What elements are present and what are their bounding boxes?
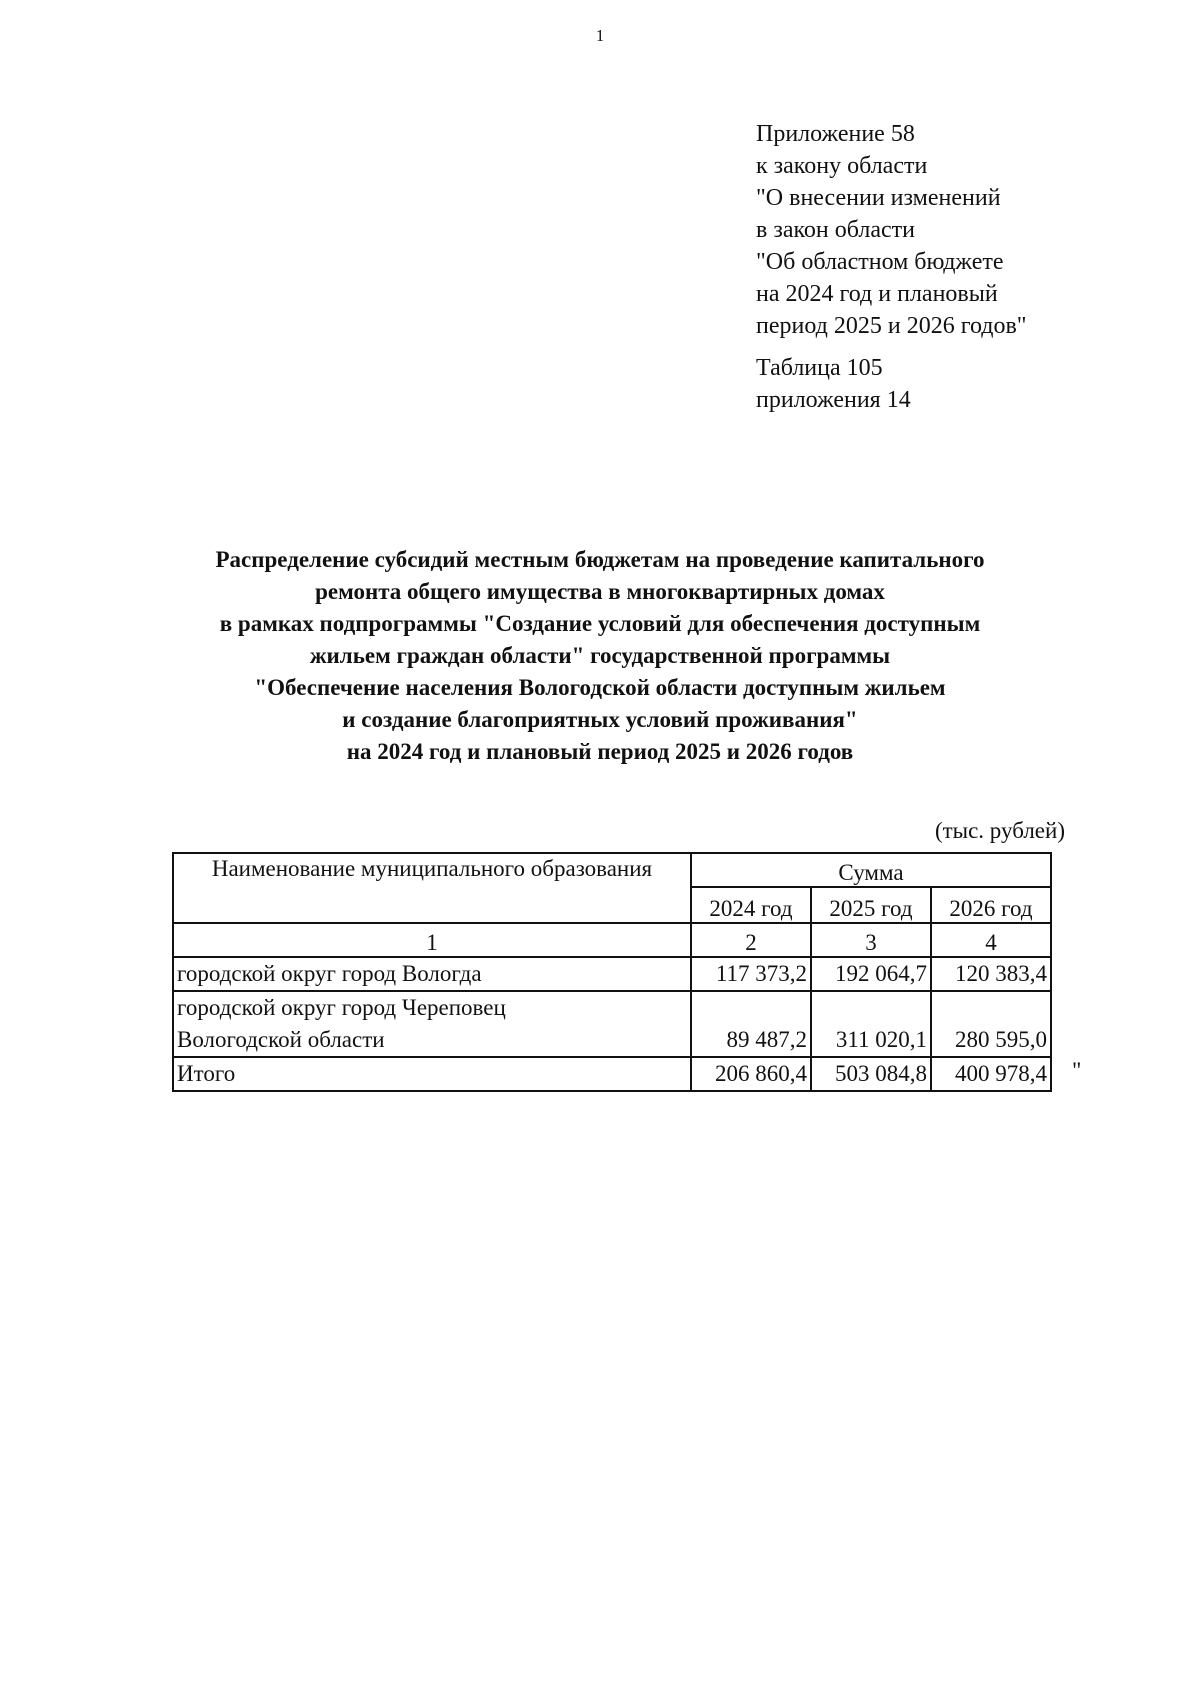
value-2024: 117 373,2 <box>691 957 811 991</box>
column-number: 1 <box>173 923 691 957</box>
total-2026: 400 978,4 <box>931 1057 1051 1091</box>
header-sum: Сумма <box>691 853 1051 887</box>
column-number: 3 <box>811 923 931 957</box>
value-2026: 280 595,0 <box>931 991 1051 1057</box>
column-number: 2 <box>691 923 811 957</box>
title-line: жильем граждан области" государственной программы <box>309 643 891 668</box>
municipality-name-line: городской округ город Вологда <box>177 961 482 986</box>
table-row <box>173 991 1051 1057</box>
appendix-line: "О внесении изменений <box>756 185 1001 211</box>
subsidy-table <box>172 852 1052 1092</box>
total-label: Итого <box>173 1057 691 1091</box>
header-year: 2026 год <box>931 887 1051 923</box>
units-label: (тыс. рублей) <box>934 818 1065 843</box>
closing-quote: " <box>1072 1058 1082 1083</box>
appendix-line: в закон области <box>756 217 915 243</box>
table-header-row <box>173 853 1051 887</box>
appendix-block <box>756 118 1027 416</box>
document-title <box>130 544 1070 768</box>
title-line: и создание благоприятных условий проживания" <box>342 707 858 732</box>
spacer <box>756 342 1027 352</box>
header-municipality: Наименование муниципального образования <box>173 853 691 923</box>
municipality-name <box>173 957 691 991</box>
appendix-line: на 2024 год и плановый <box>756 281 998 307</box>
column-number-row <box>173 923 1051 957</box>
header-year: 2025 год <box>811 887 931 923</box>
title-line: Распределение субсидий местным бюджетам на проведение капитального <box>215 547 985 572</box>
header-year: 2024 год <box>691 887 811 923</box>
municipality-name-line: городской округ город Череповец <box>177 995 506 1020</box>
title-line: "Обеспечение населения Вологодской области доступным жильем <box>254 675 946 700</box>
total-2024: 206 860,4 <box>691 1057 811 1091</box>
value-2025: 311 020,1 <box>811 991 931 1057</box>
total-row <box>173 1057 1051 1091</box>
title-line: в рамках подпрограммы "Создание условий для обеспечения доступным <box>219 611 981 636</box>
municipality-name <box>173 991 691 1057</box>
title-line: на 2024 год и плановый период 2025 и 2026 годов <box>346 739 854 764</box>
municipality-name-line: Вологодской области <box>177 1027 385 1052</box>
page-number: 1 <box>595 26 605 45</box>
title-line: ремонта общего имущества в многоквартирных домах <box>315 579 885 604</box>
table-reference: Таблица 105 <box>756 355 883 381</box>
value-2024: 89 487,2 <box>691 991 811 1057</box>
table-row <box>173 957 1051 991</box>
total-2025: 503 084,8 <box>811 1057 931 1091</box>
appendix-line: "Об областном бюджете <box>756 249 1004 275</box>
value-2025: 192 064,7 <box>811 957 931 991</box>
value-2026: 120 383,4 <box>931 957 1051 991</box>
column-number: 4 <box>931 923 1051 957</box>
appendix-line: к закону области <box>756 153 928 179</box>
table-reference: приложения 14 <box>756 387 911 413</box>
appendix-line: период 2025 и 2026 годов" <box>756 313 1027 339</box>
appendix-line: Приложение 58 <box>756 121 915 147</box>
